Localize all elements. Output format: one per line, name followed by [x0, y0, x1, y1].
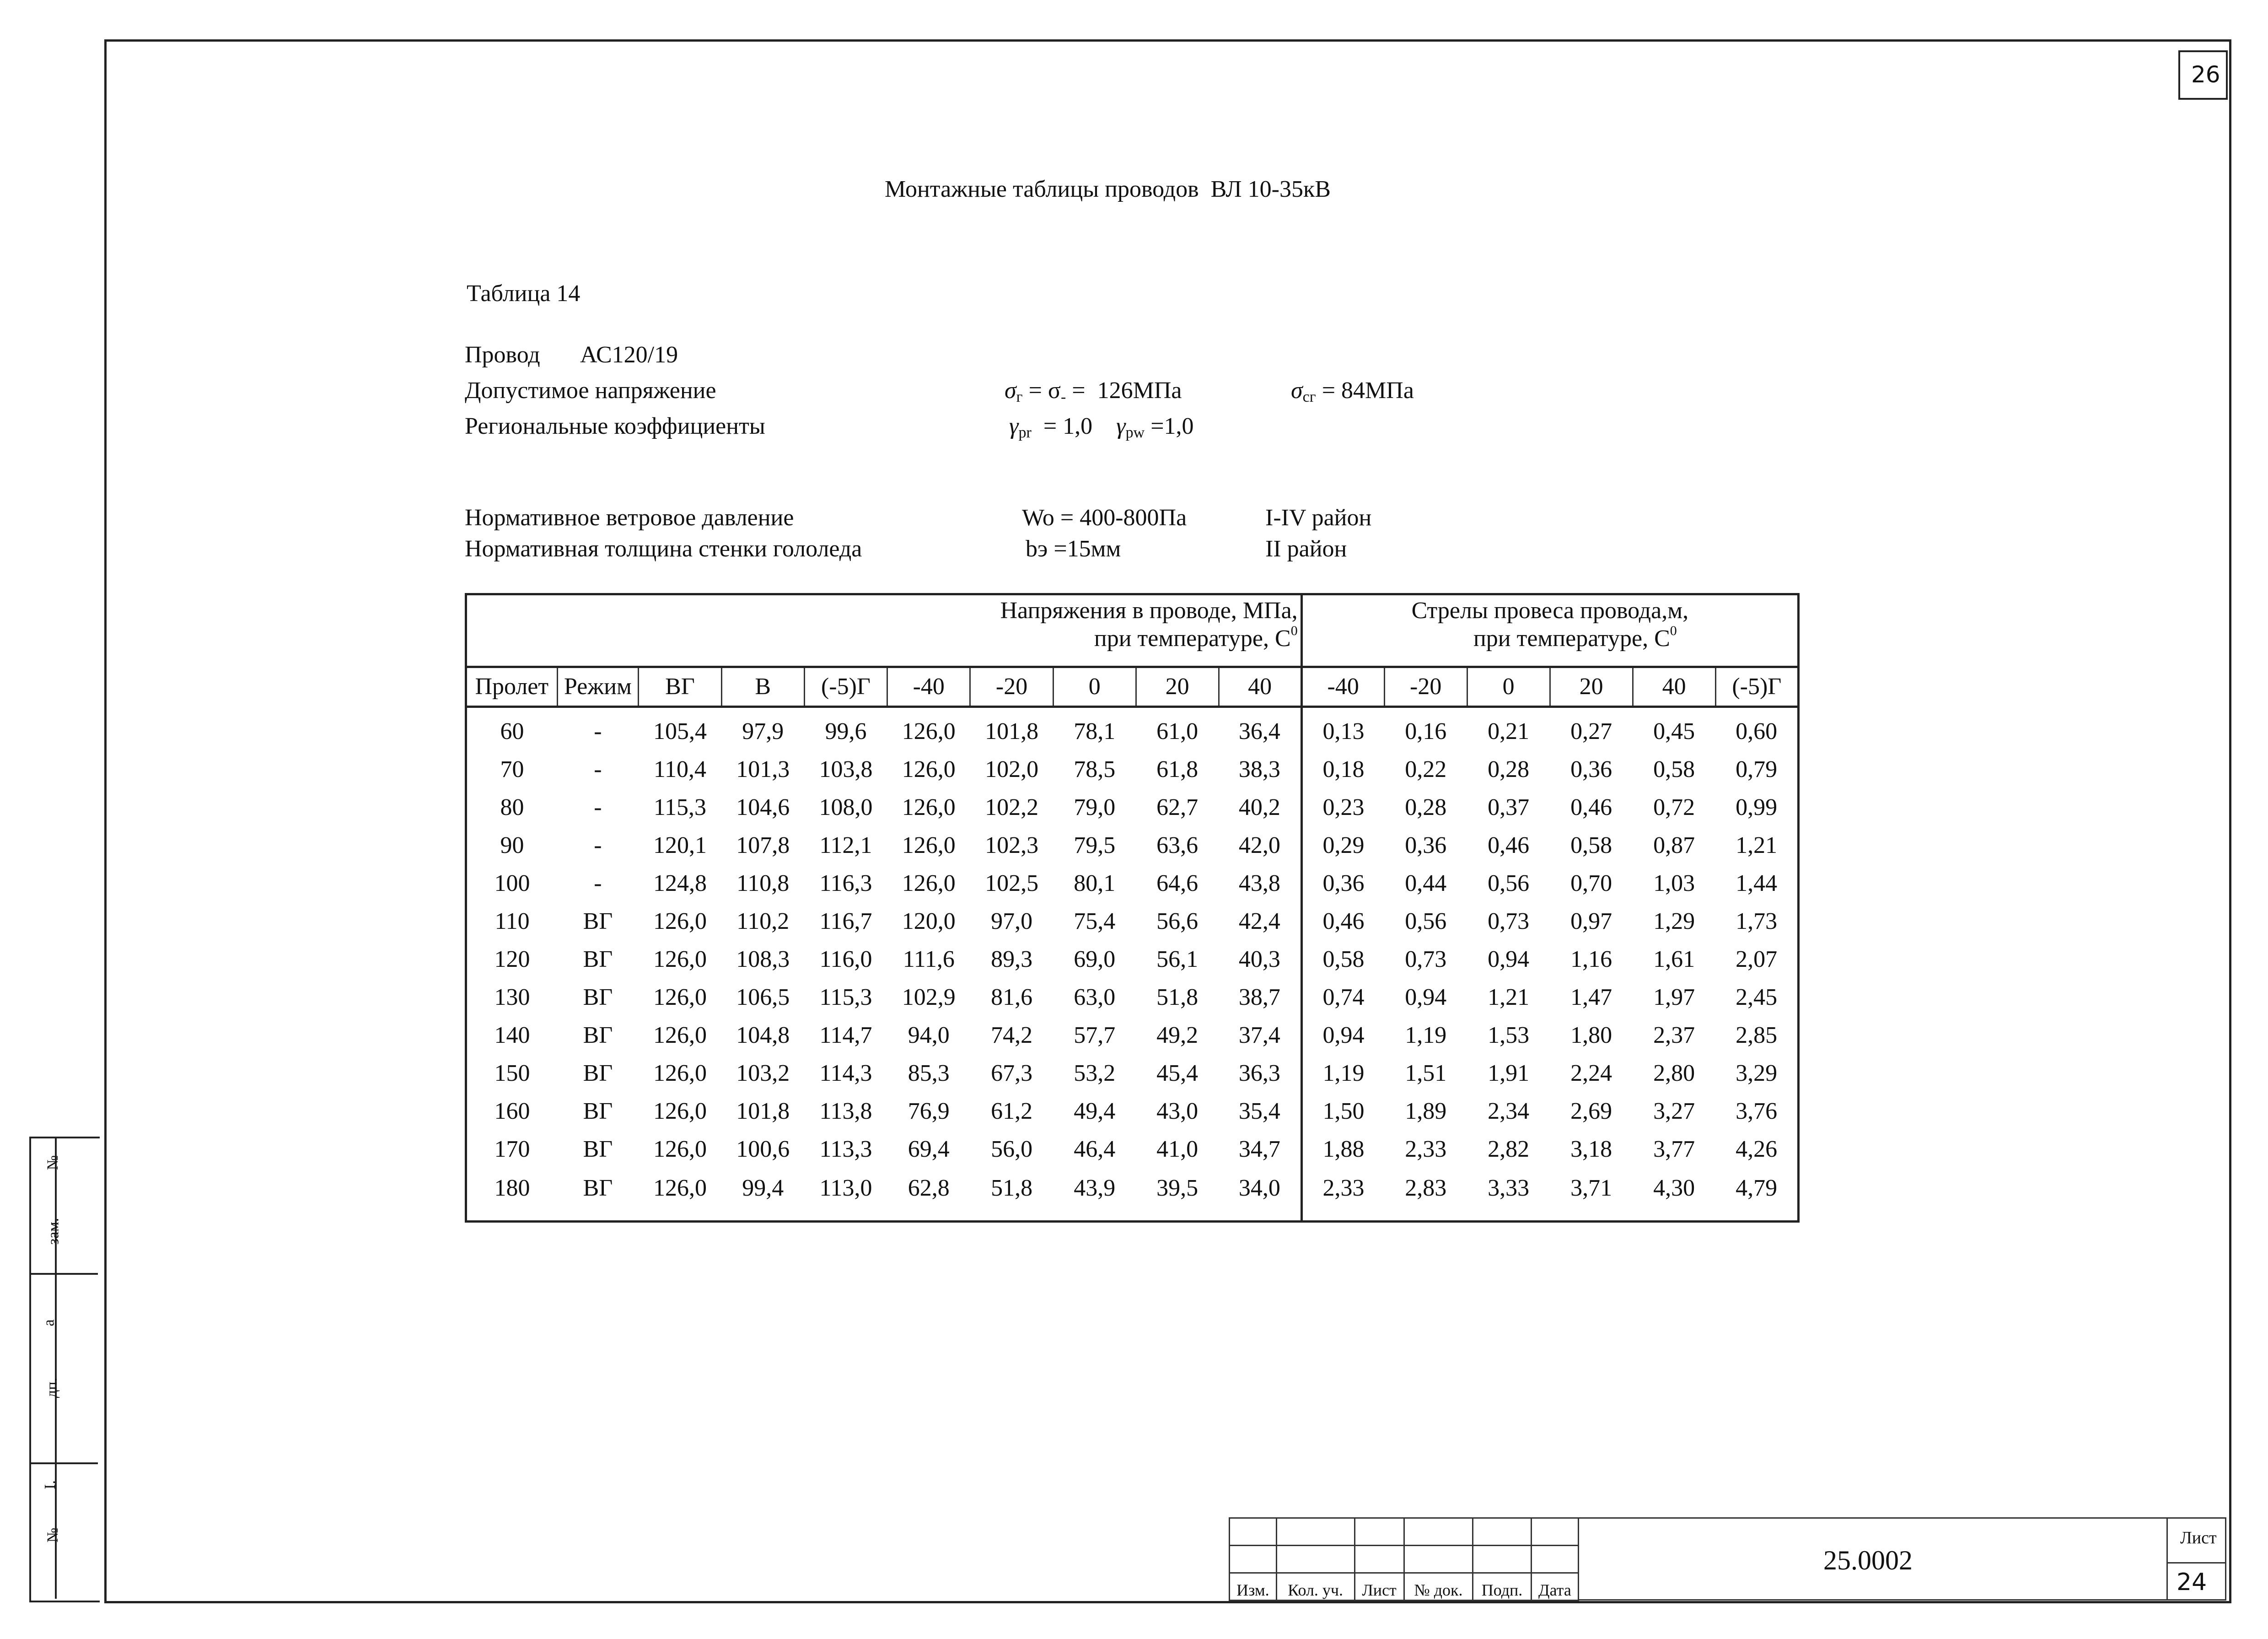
wire-label: Провод — [465, 342, 540, 368]
corner-number: 26 — [2191, 61, 2220, 88]
table-cell: 94,0 — [908, 1022, 950, 1048]
table-cell: ВГ — [583, 1060, 613, 1086]
table-cell: 0,94 — [1488, 946, 1530, 972]
table-cell: 107,8 — [736, 832, 790, 858]
table-cell: 126,0 — [653, 946, 707, 972]
table-body — [466, 707, 1799, 1222]
sag-group-line2: при температуре, $С^0$ — [1473, 623, 1677, 652]
table-cell: 116,7 — [819, 908, 872, 934]
table-cell: 45,4 — [1156, 1060, 1198, 1086]
table-cell: ВГ — [583, 1136, 613, 1162]
table-cell: 90 — [500, 832, 524, 858]
stress-group-header — [466, 594, 1302, 667]
table-cell: 126,0 — [653, 908, 707, 934]
table-cell: ВГ — [583, 908, 613, 934]
table-cell: 2,69 — [1570, 1098, 1612, 1124]
table-cell: 0,36 — [1570, 756, 1612, 782]
title-block-label: Изм. — [1230, 1573, 1277, 1601]
title-block-label: Подп. — [1473, 1573, 1532, 1601]
table-cell: ВГ — [583, 1175, 613, 1201]
column-header: 20 — [1550, 667, 1633, 707]
table-cell: 69,4 — [908, 1136, 950, 1162]
table-cell: 126,0 — [653, 1175, 707, 1201]
table-cell: 99,4 — [742, 1175, 784, 1201]
table-cell: 120,1 — [653, 832, 707, 858]
table-cell: 63,0 — [1074, 984, 1116, 1010]
table-cell: 0,73 — [1488, 908, 1530, 934]
table-cell: 4,26 — [1736, 1136, 1778, 1162]
table-cell: 34,0 — [1219, 1168, 1301, 1222]
table-cell: 1,89 — [1405, 1098, 1447, 1124]
table-cell: 38,7 — [1219, 978, 1301, 1016]
column-header: 0 — [1053, 667, 1136, 707]
title-block-sheet-hline — [2166, 1562, 2225, 1564]
table-cell: 116,3 — [819, 870, 872, 896]
table-cell: 3,27 — [1653, 1098, 1695, 1124]
table-cell: 42,4 — [1219, 902, 1301, 940]
table-cell: 35,4 — [1219, 1092, 1301, 1130]
table-cell: 0,46 — [1488, 832, 1530, 858]
table-cell: 0,27 — [1570, 718, 1612, 744]
table-cell: - — [594, 794, 602, 820]
table-row — [466, 978, 1799, 1016]
table-cell: 60 — [500, 718, 524, 744]
table-cell: 1,50 — [1322, 1098, 1365, 1124]
table-cell: 100,6 — [736, 1136, 790, 1162]
table-cell: 104,6 — [736, 794, 790, 820]
table-cell: - — [594, 832, 602, 858]
table-cell: 78,1 — [1074, 718, 1116, 744]
table-cell: 100 — [494, 870, 530, 896]
table-cell: 37,4 — [1219, 1016, 1301, 1054]
table-cell: 2,24 — [1570, 1060, 1612, 1086]
table-cell: 76,9 — [908, 1098, 950, 1124]
table-cell: 3,77 — [1653, 1136, 1695, 1162]
table-cell: ВГ — [583, 946, 613, 972]
side-stamp-label-3: а — [40, 1319, 58, 1326]
table-cell: 61,0 — [1156, 718, 1198, 744]
table-cell: 0,79 — [1736, 756, 1778, 782]
table-row — [466, 864, 1799, 902]
table-cell: 124,8 — [653, 870, 707, 896]
table-cell: 75,4 — [1074, 908, 1116, 934]
table-cell: 36,4 — [1219, 707, 1301, 751]
column-header: 40 — [1633, 667, 1715, 707]
table-cell: 46,4 — [1074, 1136, 1116, 1162]
table-row — [466, 750, 1799, 788]
title-block-label: № док. — [1404, 1573, 1473, 1601]
table-cell: 0,74 — [1322, 984, 1365, 1010]
table-cell: 97,0 — [991, 908, 1033, 934]
table-cell: 41,0 — [1156, 1136, 1198, 1162]
table-cell: 102,3 — [985, 832, 1039, 858]
table-cell: 2,07 — [1736, 946, 1778, 972]
table-cell: 102,2 — [985, 794, 1039, 820]
table-cell: 0,18 — [1322, 756, 1365, 782]
table-cell: 85,3 — [908, 1060, 950, 1086]
table-cell: 43,8 — [1219, 864, 1301, 902]
table-cell: 114,7 — [819, 1022, 872, 1048]
table-cell: 49,2 — [1156, 1022, 1198, 1048]
table-cell: 103,8 — [819, 756, 873, 782]
column-header: 20 — [1136, 667, 1219, 707]
table-cell: 0,21 — [1488, 718, 1530, 744]
table-cell: 1,51 — [1405, 1060, 1447, 1086]
table-cell: 126,0 — [902, 870, 956, 896]
column-header: (-5)Г — [1715, 667, 1798, 707]
table-cell: - — [594, 718, 602, 744]
table-cell: 61,2 — [991, 1098, 1033, 1124]
table-cell: 101,8 — [736, 1098, 790, 1124]
table-cell: 2,33 — [1322, 1175, 1365, 1201]
sheet-number: 24 — [2177, 1569, 2207, 1596]
column-header: -40 — [1301, 667, 1384, 707]
table-cell: 67,3 — [991, 1060, 1033, 1086]
table-row — [466, 826, 1799, 864]
wind-label: Нормативное ветровое давление — [465, 505, 794, 531]
table-cell: 110,8 — [736, 870, 790, 896]
side-stamp-label-6: № — [44, 1527, 62, 1543]
table-cell: 1,73 — [1736, 908, 1778, 934]
table-row — [466, 707, 1799, 751]
table-cell: 64,6 — [1156, 870, 1198, 896]
table-cell: 70 — [500, 756, 524, 782]
table-cell: 1,47 — [1570, 984, 1612, 1010]
table-cell: 0,70 — [1570, 870, 1612, 896]
table-cell: 0,94 — [1405, 984, 1447, 1010]
table-cell: 56,1 — [1156, 946, 1198, 972]
regional-coeffs-label: Региональные коэффициенты — [465, 413, 765, 439]
table-cell: 115,3 — [653, 794, 706, 820]
table-row — [466, 1016, 1799, 1054]
table-cell: 2,80 — [1653, 1060, 1695, 1086]
table-cell: 126,0 — [902, 794, 956, 820]
table-cell: 1,29 — [1653, 908, 1695, 934]
table-cell: 0,29 — [1322, 832, 1365, 858]
table-cell: 2,45 — [1736, 984, 1778, 1010]
table-cell: 1,16 — [1570, 946, 1612, 972]
table-cell: 102,5 — [985, 870, 1039, 896]
column-header: -20 — [1384, 667, 1467, 707]
table-cell: 56,0 — [991, 1136, 1033, 1162]
group-header-row — [466, 594, 1799, 667]
stress-group-line1: Напряжения в проводе, МПа, — [1000, 598, 1298, 624]
table-cell: 0,99 — [1736, 794, 1778, 820]
side-stamp-label-5: I. — [41, 1480, 59, 1489]
sg-formula: $\sigma_{сг} = 84МПа$ — [1291, 377, 1414, 405]
table-cell: 80 — [500, 794, 524, 820]
table-cell: 105,4 — [653, 718, 707, 744]
ice-label: Нормативная толщина стенки гололеда — [465, 536, 862, 562]
table-row — [466, 1130, 1799, 1168]
table-cell: 2,82 — [1488, 1136, 1530, 1162]
table-cell: 0,94 — [1322, 1022, 1365, 1048]
table-cell: 1,21 — [1736, 832, 1778, 858]
table-cell: 61,8 — [1156, 756, 1198, 782]
side-stamp-line-2 — [29, 1462, 98, 1464]
table-cell: 69,0 — [1074, 946, 1116, 972]
table-cell: 0,45 — [1653, 718, 1695, 744]
ice-region: II район — [1265, 536, 1347, 562]
table-cell: - — [594, 870, 602, 896]
table-cell: 97,9 — [742, 718, 784, 744]
page-title: Монтажные таблицы проводов ВЛ 10-35кВ — [885, 176, 1331, 202]
table-cell: 3,18 — [1570, 1136, 1612, 1162]
table-cell: 57,7 — [1074, 1022, 1116, 1048]
table-cell: 160 — [494, 1098, 530, 1124]
wind-region: I-IV район — [1265, 505, 1372, 531]
table-cell: 0,46 — [1322, 908, 1365, 934]
table-cell: 43,9 — [1074, 1175, 1116, 1201]
table-cell: 116,0 — [819, 946, 872, 972]
table-cell: 49,4 — [1074, 1098, 1116, 1124]
table-cell: 1,61 — [1653, 946, 1695, 972]
table-cell: 126,0 — [653, 1060, 707, 1086]
stress-group-line2: при температуре, $С^0$ — [1094, 623, 1298, 652]
column-header: Режим — [557, 667, 639, 707]
table-cell: 2,83 — [1405, 1175, 1447, 1201]
wire-value: АС120/19 — [580, 342, 678, 368]
table-cell: 111,6 — [903, 946, 955, 972]
table-cell: 101,8 — [985, 718, 1039, 744]
table-cell: 0,97 — [1570, 908, 1612, 934]
table-cell: 2,34 — [1488, 1098, 1530, 1124]
column-header: -40 — [887, 667, 970, 707]
table-cell: 1,80 — [1570, 1022, 1612, 1048]
table-cell: 1,88 — [1322, 1136, 1365, 1162]
table-cell: 102,0 — [985, 756, 1039, 782]
table-cell: 51,8 — [1156, 984, 1198, 1010]
column-header-row — [466, 667, 1799, 707]
table-cell: ВГ — [583, 1098, 613, 1124]
table-label: Таблица 14 — [467, 280, 580, 307]
table-cell: 36,3 — [1219, 1054, 1301, 1092]
table-cell: 3,71 — [1570, 1175, 1612, 1201]
side-stamp — [29, 1137, 100, 1602]
table-cell: 1,91 — [1488, 1060, 1530, 1086]
table-cell: 108,3 — [736, 946, 790, 972]
table-cell: 115,3 — [819, 984, 872, 1010]
table-cell: 0,58 — [1570, 832, 1612, 858]
table-cell: 89,3 — [991, 946, 1033, 972]
title-block-label: Лист — [1354, 1573, 1404, 1601]
table-cell: 0,60 — [1736, 718, 1778, 744]
table-cell: 113,8 — [819, 1098, 872, 1124]
table-cell: 0,87 — [1653, 832, 1695, 858]
table-cell: 126,0 — [902, 832, 956, 858]
table-cell: 1,03 — [1653, 870, 1695, 896]
table-cell: 113,3 — [819, 1136, 872, 1162]
column-header: Пролет — [466, 667, 558, 707]
table-cell: 0,13 — [1322, 718, 1365, 744]
table-cell: 110,4 — [653, 756, 706, 782]
table-cell: 180 — [494, 1175, 530, 1201]
regional-coeffs-formula: $\gamma_{pr} = 1,0$ $\gamma_{pw} =1,0$ — [1009, 413, 1194, 441]
table-cell: 0,36 — [1322, 870, 1365, 896]
allowable-stress-formula: $\sigma_г = \sigma_- = 126МПа$ — [1005, 377, 1182, 405]
table-cell: 2,37 — [1653, 1022, 1695, 1048]
table-cell: 104,8 — [736, 1022, 790, 1048]
table-cell: 79,0 — [1074, 794, 1116, 820]
sag-group-header — [1301, 594, 1798, 667]
table-cell: 0,58 — [1322, 946, 1365, 972]
table-cell: 2,33 — [1405, 1136, 1447, 1162]
table-cell: 51,8 — [991, 1175, 1033, 1201]
table-cell: 110,2 — [736, 908, 790, 934]
table-cell: 39,5 — [1156, 1175, 1198, 1201]
table-cell: 79,5 — [1074, 832, 1116, 858]
table-cell: 130 — [494, 984, 530, 1010]
table-row — [466, 788, 1799, 826]
table-cell: 0,37 — [1488, 794, 1530, 820]
table-cell: 126,0 — [902, 756, 956, 782]
table-cell: 126,0 — [653, 1098, 707, 1124]
allowable-stress-label: Допустимое напряжение — [465, 377, 716, 404]
table-cell: 99,6 — [825, 718, 867, 744]
table-cell: 3,76 — [1736, 1098, 1778, 1124]
sag-group-line1: Стрелы провеса провода,м, — [1411, 598, 1689, 624]
side-stamp-label-2: зам. — [45, 1218, 62, 1245]
table-cell: 0,73 — [1405, 946, 1447, 972]
table-cell: 4,79 — [1736, 1175, 1778, 1201]
table-cell: 126,0 — [653, 1022, 707, 1048]
sheet-label: Лист — [2180, 1528, 2217, 1547]
column-header: -20 — [970, 667, 1053, 707]
table-cell: 120 — [494, 946, 530, 972]
table-cell: 0,58 — [1653, 756, 1695, 782]
table-cell: 114,3 — [819, 1060, 872, 1086]
table-cell: 0,23 — [1322, 794, 1365, 820]
table-cell: 150 — [494, 1060, 530, 1086]
table-cell: ВГ — [583, 1022, 613, 1048]
table-cell: 42,0 — [1219, 826, 1301, 864]
table-cell: 120,0 — [902, 908, 956, 934]
document-number: 25.0002 — [1823, 1545, 1913, 1575]
table-cell: 140 — [494, 1022, 530, 1048]
table-cell: 0,22 — [1405, 756, 1447, 782]
table-cell: 40,2 — [1219, 788, 1301, 826]
side-stamp-label-1: № — [44, 1155, 62, 1170]
table-cell: 3,33 — [1488, 1175, 1530, 1201]
table-cell: 63,6 — [1156, 832, 1198, 858]
table-cell: - — [594, 756, 602, 782]
table-cell: 126,0 — [653, 1136, 707, 1162]
table-cell: 1,44 — [1736, 870, 1778, 896]
table-cell: 1,19 — [1405, 1022, 1447, 1048]
table-cell: 56,6 — [1156, 908, 1198, 934]
table-cell: 34,7 — [1219, 1130, 1301, 1168]
table-cell: 81,6 — [991, 984, 1033, 1010]
title-block-label: Дата — [1531, 1573, 1578, 1601]
title-block-revisions — [1229, 1517, 1579, 1601]
table-cell: 4,30 — [1653, 1175, 1695, 1201]
table-cell: 1,53 — [1488, 1022, 1530, 1048]
table-cell: 0,28 — [1488, 756, 1530, 782]
table-cell: 0,46 — [1570, 794, 1612, 820]
table-cell: 78,5 — [1074, 756, 1116, 782]
table-cell: ВГ — [583, 984, 613, 1010]
table-cell: 106,5 — [736, 984, 790, 1010]
column-header: В — [721, 667, 804, 707]
table-cell: 62,7 — [1156, 794, 1198, 820]
table-cell: 102,9 — [902, 984, 956, 1010]
table-cell: 38,3 — [1219, 750, 1301, 788]
table-cell: 112,1 — [819, 832, 872, 858]
table-cell: 113,0 — [819, 1175, 872, 1201]
title-block-label: Кол. уч. — [1276, 1573, 1354, 1601]
table-cell: 0,28 — [1405, 794, 1447, 820]
ice-value: bэ =15мм — [1026, 536, 1121, 562]
table-cell: 62,8 — [908, 1175, 950, 1201]
table-cell: 0,16 — [1405, 718, 1447, 744]
title-block-sheet-divider — [2166, 1517, 2168, 1600]
table-row — [466, 1168, 1799, 1222]
table-cell: 126,0 — [653, 984, 707, 1010]
table-cell: 43,0 — [1156, 1098, 1198, 1124]
sag-stress-table — [465, 593, 1800, 1223]
table-cell: 3,29 — [1736, 1060, 1778, 1086]
table-cell: 74,2 — [991, 1022, 1033, 1048]
table-cell: 0,44 — [1405, 870, 1447, 896]
table-cell: 1,19 — [1322, 1060, 1365, 1086]
table-cell: 2,85 — [1736, 1022, 1778, 1048]
table-cell: 1,97 — [1653, 984, 1695, 1010]
table-cell: 103,2 — [736, 1060, 790, 1086]
table-row — [466, 1092, 1799, 1130]
side-stamp-label-4: дп. — [43, 1378, 60, 1398]
column-header: ВГ — [639, 667, 721, 707]
table-cell: 53,2 — [1074, 1060, 1116, 1086]
table-cell: 101,3 — [736, 756, 790, 782]
table-cell: 80,1 — [1074, 870, 1116, 896]
table-row — [466, 902, 1799, 940]
table-cell: 170 — [494, 1136, 530, 1162]
column-header: (-5)Г — [804, 667, 887, 707]
table-cell: 40,3 — [1219, 940, 1301, 978]
side-stamp-line-1 — [29, 1273, 98, 1275]
table-cell: 110 — [494, 908, 530, 934]
column-header: 0 — [1467, 667, 1550, 707]
table-row — [466, 1054, 1799, 1092]
table-row — [466, 940, 1799, 978]
table-cell: 0,56 — [1488, 870, 1530, 896]
table-cell: 1,21 — [1488, 984, 1530, 1010]
table-cell: 126,0 — [902, 718, 956, 744]
table-cell: 0,56 — [1405, 908, 1447, 934]
table-cell: 0,72 — [1653, 794, 1695, 820]
table-cell: 0,36 — [1405, 832, 1447, 858]
column-header: 40 — [1219, 667, 1301, 707]
table-cell: 108,0 — [819, 794, 873, 820]
wind-value: Wo = 400-800Па — [1022, 505, 1187, 531]
